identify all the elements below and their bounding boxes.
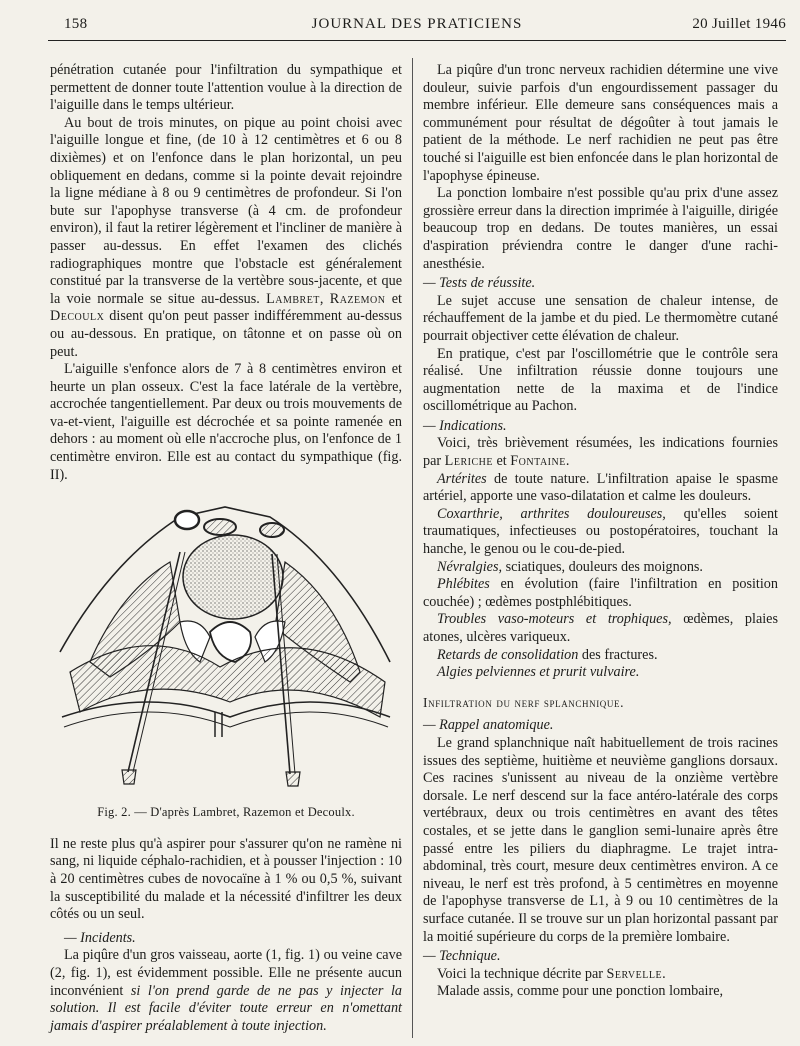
subheading-text: — Tests de réussite. xyxy=(423,275,536,292)
figure-caption: Fig. 2. — D'après Lambret, Razemon et Decoulx. xyxy=(97,805,355,820)
indication-item xyxy=(423,647,778,665)
indication-text: œdèmes, plaies atones, ulcères variqueux. xyxy=(423,611,778,645)
running-header xyxy=(48,14,786,38)
text-run: Voici, très brièvement résumées, les indications fournies par xyxy=(423,435,778,470)
paragraph: En pratique, c'est par l'oscillométrie que le contrôle sera réalisé. Une infiltration réussie donne toujours une augmentation nette de la maxima et de l'indice oscillométrique au Pachon. xyxy=(423,345,778,415)
author-name: Fontaine xyxy=(510,453,566,470)
text-run: Voici la technique décrite par xyxy=(437,965,603,982)
indication-term: Algies pelviennes et prurit vulvaire. xyxy=(437,664,640,681)
subheading-indications xyxy=(423,418,778,436)
author-name: Leriche xyxy=(444,453,493,470)
column-divider xyxy=(412,58,413,1038)
indication-item xyxy=(423,664,778,682)
indication-text: de toute nature. L'infiltration apaise le spasme artériel, apporte une vaso-dilatation et calme les douleurs. xyxy=(423,470,779,505)
paragraph: L'aiguille s'enfonce alors de 7 à 8 centimètres environ et heurte un plan osseux. C'est la face latérale de la vertèbre, accrochée tangentiellement. Par deux ou trois mouvements de va-et-vient, l'aiguille est décrochée et sa pointe ramenée en dehors : au moment où elle n'accroche plus, on l'enfonce de 1 centimètre environ. Elle est au contact du sympathique (fig. II). xyxy=(50,361,402,483)
indication-text: sciatiques, douleurs des moignons. xyxy=(505,558,703,575)
author-name: Servelle xyxy=(606,965,663,982)
paragraph xyxy=(50,947,402,1035)
journal-title: JOURNAL DES PRATICIENS xyxy=(311,16,523,32)
vertebra-cross-section-drawing xyxy=(50,502,402,802)
indication-item xyxy=(423,576,778,611)
indication-term: Coxarthrie, arthrites douloureuses, xyxy=(437,505,666,522)
text-run: Au bout de trois minutes, on pique au point choisi avec l'aiguille longue et fine, (de 10 à 12 centimètres et 6 ou 8 dixièmes) et on l'enfonce dans le plan horizontal, un peu obliquement en dedans, comme si la pointe devait rejoindre la ligne médiane à 8 ou 9 centimètres de profondeur. Si l'on bute sur l'apophyse transverse (à 4 cm. de profondeur environ), il faut la retirer légèrement et l'incliner de manière à passer au-dessus. En effet l'examen des clichés radiographiques montre que l'obstacle est généralement constitué par la transverse de la vertèbre sous-jacente, et que la voie normale se situe au-dessus. xyxy=(50,114,402,307)
subheading-text: — Incidents. xyxy=(64,929,136,946)
paragraph: La piqûre d'un tronc nerveux rachidien détermine une vive douleur, suivie parfois d'un engourdissement passager du membre inférieur. Elle demeure sans conséquences mais a communément pour résultat de dégoûter à tout jamais le patient de la méthode. Le nerf rachidien ne peut pas être touché si l'aiguille est bien enfoncée dans le plan horizontal de l'apophyse épineuse. xyxy=(423,62,778,184)
subheading-rappel xyxy=(423,717,778,735)
paragraph: Malade assis, comme pour une ponction lombaire, xyxy=(437,983,724,1000)
paragraph: Voici, très brièvement résumées, les indications fournies par Leriche et Fontaine. xyxy=(423,435,778,470)
indication-text: en évolution (faire l'infiltration en position couchée) ; œdèmes postphlébitiques. xyxy=(423,576,778,610)
indication-text: des fractures. xyxy=(581,646,658,663)
author-name: Lambret xyxy=(266,290,320,307)
subheading-technique xyxy=(423,948,778,966)
indication-item xyxy=(423,506,778,559)
subheading-text: — Technique. xyxy=(423,948,501,965)
section-heading: Infiltration du nerf splanchnique. xyxy=(423,694,625,710)
anatomical-figure xyxy=(50,502,402,802)
paragraph: Il ne reste plus qu'à aspirer pour s'assurer qu'on ne ramène ni sang, ni liquide céphalo-rachidien, et à pousser l'injection : 10 à 20 centimètres cubes de novocaïne à 1 % ou 0,5 %, suivant la susceptibilité du malade et la nécessité d'infiltrer les deux côtés ou un seul. xyxy=(50,835,402,923)
subheading-tests xyxy=(423,275,778,293)
paragraph: Au bout de trois minutes, on pique au point choisi avec l'aiguille longue et fine, (de 10 à 12 centimètres et 6 ou 8 dixièmes) et on l'enfonce dans le plan horizontal, un peu obliquement en dedans, comme si la pointe devait rejoindre la ligne médiane à 8 ou 9 centimètres de profondeur. Si l'on bute sur l'apophyse transverse (à 4 cm. de profondeur environ), il faut la retirer légèrement et l'incliner de manière à passer au-dessus. En effet l'examen des clichés radiographiques montre que l'obstacle est généralement constitué par la transverse de la vertèbre sous-jacente, et que la voie normale se situe au-dessus. Lambret, Razemon et Decoulx disent qu'on peut passer indifféremment au-dessus ou au-dessous. En pratique, on tâtonne et on passe où on peut. xyxy=(50,114,403,360)
indication-term: Retards de consolidation xyxy=(437,646,579,663)
subheading-text: — Rappel anatomique. xyxy=(423,717,554,734)
indication-text: qu'elles soient traumatiques, infectieuses ou postopératoires, touchant la hanche, le genou ou le cou-de-pied. xyxy=(423,505,778,558)
left-column xyxy=(50,62,402,1035)
header-rule xyxy=(48,40,786,41)
author-name: Razemon xyxy=(329,290,386,307)
indication-term: Artérites xyxy=(437,470,487,487)
paragraph: La ponction lombaire n'est possible qu'au prix d'une assez grossière erreur dans la direction imprimée à l'aiguille, dirigée beaucoup trop en dedans. De toutes manières, un essai d'aspiration préviendra contre le danger d'une rachi-anesthésie. xyxy=(423,185,778,272)
subheading-text: — Indications. xyxy=(423,417,507,434)
indication-item xyxy=(423,559,778,577)
right-column xyxy=(423,62,778,1001)
text-run-italic: si l'on prend garde de ne pas y injecter la solution. Il est facile d'éviter toute erreur en n'omettant jamais d'aspirer préalablement à toute injection. xyxy=(50,982,402,1034)
issue-date: 20 Juillet 1946 xyxy=(692,16,786,32)
author-name: Decoulx xyxy=(50,308,105,325)
text-run: La piqûre d'un gros vaisseau, aorte (1, fig. 1) ou veine cave (2, fig. 1), est évidemment possible. Elle ne présente aucun inconvénient xyxy=(50,947,402,999)
indication-item xyxy=(423,611,778,646)
text-run: disent qu'on peut passer indifféremment au-dessus ou au-dessous. En pratique, on tâtonne et on passe où on peut. xyxy=(50,308,403,360)
indication-term: Névralgies, xyxy=(437,558,503,575)
page-number: 158 xyxy=(64,16,88,32)
paragraph: Le grand splanchnique naît habituellement de trois racines issues des septième, huitième et neuvième ganglions dorsaux. Ces racines s'unissent au niveau de la onzième vertèbre dorsale. Le nerf descend sur la face antéro-latérale des corps vertébraux, deux ou trois centimètres en avant des têtes costales, et se jette dans le ganglion semi-lunaire après être passé entre les piliers du diaphragme. Le trajet intra-abdominal, très court, mesure deux centimètres environ. A ce niveau, le nerf est très profond, à 5 centimètres en moyenne de l'apophyse transverse de L1, à 9 ou 10 centimètres de la surface cutanée. Il se trouve sur un plan horizontal passant par la moitié supérieure du corps de la première lombaire. xyxy=(423,734,778,945)
indication-item xyxy=(423,471,778,506)
indication-term: Troubles vaso-moteurs et trophiques, xyxy=(437,611,672,628)
subheading-incidents xyxy=(50,930,402,948)
paragraph: pénétration cutanée pour l'infiltration du sympathique et permettent de donner toute l'attention voulue à la direction de l'aiguille dans le temps ultérieur. xyxy=(50,62,402,114)
paragraph: Le sujet accuse une sensation de chaleur intense, de réchauffement de la jambe et du pied. Le thermomètre cutané pourrait objectiver cette élévation de chaleur. xyxy=(423,292,778,344)
paragraph: Voici la technique décrite par Servelle. xyxy=(437,965,666,982)
indication-term: Phlébites xyxy=(437,576,490,593)
